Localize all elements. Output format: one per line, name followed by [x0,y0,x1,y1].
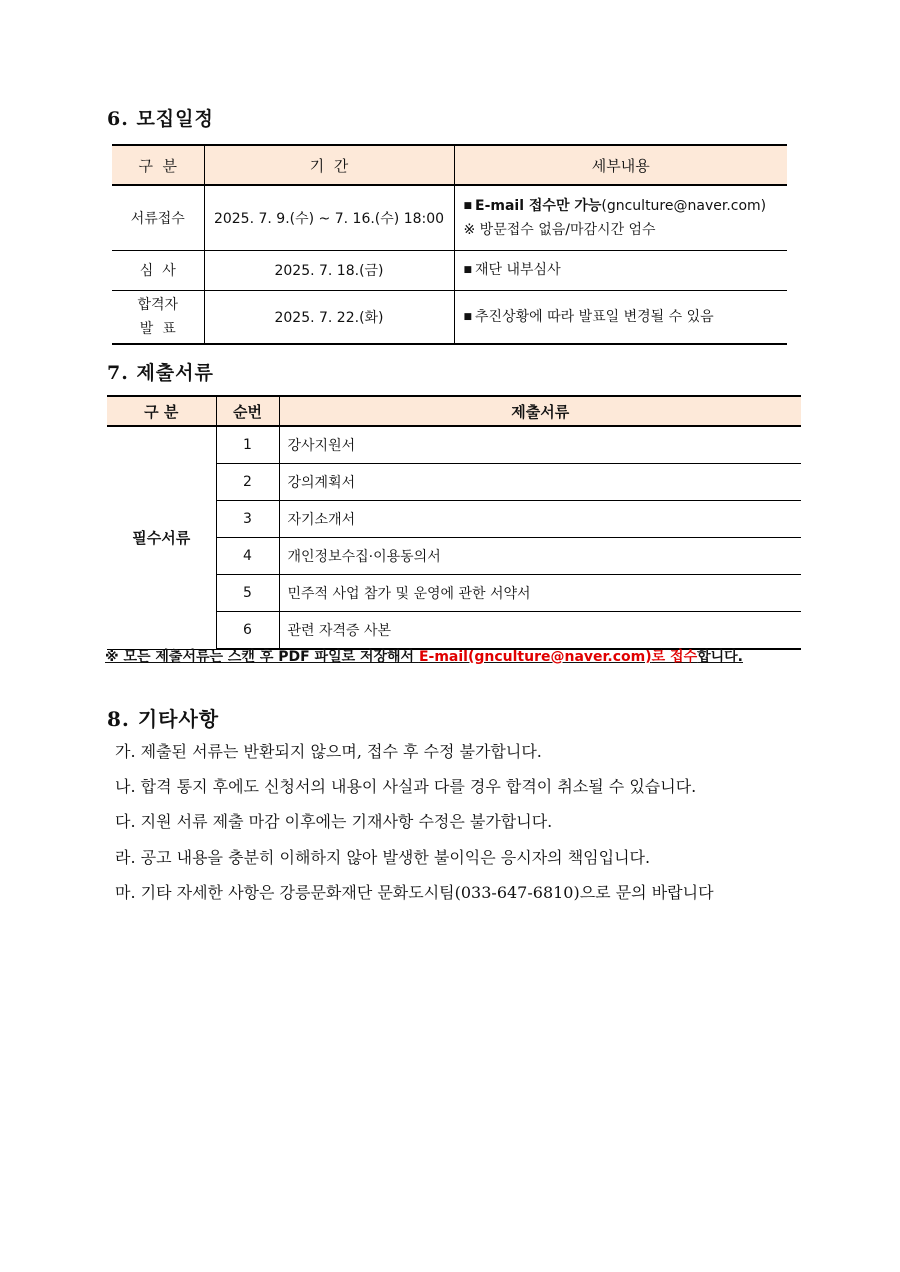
other-item: 가. 제출된 서류는 반환되지 않으며, 접수 후 수정 불가합니다. [115,742,542,761]
note-method: 로 접수 [651,649,698,665]
header-detail: 세부내용 [454,145,787,185]
category-line: 발 표 [139,320,176,337]
document-number: 3 [216,501,279,538]
schedule-table [112,144,787,345]
document-number: 2 [216,464,279,501]
note-ending: 합니다. [697,649,743,665]
schedule-row [112,290,787,344]
document-name: 강사지원서 [279,426,801,464]
schedule-category [112,290,204,344]
note-email: E-mail(gnculture@naver.com) [418,649,652,665]
schedule-period: 2025. 7. 22.(화) [204,290,454,344]
document-name: 민주적 사업 참가 및 운영에 관한 서약서 [279,575,801,612]
header-category: 구 분 [107,396,216,426]
schedule-row [112,250,787,290]
schedule-header-row [112,145,787,185]
documents-table [107,395,801,650]
header-period: 기 간 [204,145,454,185]
note-text: ※ 모든 제출서류는 스캔 후 PDF 파일로 저장해서 [105,649,419,665]
schedule-detail [454,250,787,290]
section6-title: 6. 모집일정 [107,108,214,130]
category-line: 합격자 [137,296,179,313]
document-name: 개인정보수집·이용동의서 [279,538,801,575]
other-item: 나. 합격 통지 후에도 신청서의 내용이 사실과 다를 경우 합격이 취소될 수 있습니다. [115,777,697,796]
document-row [107,426,801,464]
document-number: 4 [216,538,279,575]
document-name: 관련 자격증 사본 [279,612,801,650]
section7-title: 7. 제출서류 [107,362,214,384]
schedule-row [112,185,787,250]
header-document: 제출서류 [279,396,801,426]
other-item: 다. 지원 서류 제출 마감 이후에는 기재사항 수정은 불가합니다. [115,812,553,831]
schedule-category: 서류접수 [112,185,204,250]
document-name: 자기소개서 [279,501,801,538]
detail-emphasis: E-mail 접수만 가능 [475,197,602,214]
detail-text: 추진상황에 따라 발표일 변경될 수 있음 [475,308,714,325]
document-number: 6 [216,612,279,650]
other-item: 마. 기타 자세한 사항은 강릉문화재단 문화도시팀(033-647-6810)으로 문의 바랍니다 [115,883,714,902]
schedule-category: 심 사 [112,250,204,290]
bullet-square-icon: ■ [463,311,473,322]
detail-note: ※ 방문접수 없음/마감시간 엄수 [463,221,656,238]
schedule-detail [454,185,787,250]
bullet-square-icon: ■ [463,200,473,211]
schedule-period: 2025. 7. 9.(수) ~ 7. 16.(수) 18:00 [204,185,454,250]
section8-title: 8. 기타사항 [107,707,220,731]
submission-note [105,646,743,666]
header-category: 구 분 [112,145,204,185]
document-number: 5 [216,575,279,612]
header-number: 순번 [216,396,279,426]
schedule-period: 2025. 7. 18.(금) [204,250,454,290]
bullet-square-icon: ■ [463,265,473,275]
schedule-detail [454,290,787,344]
documents-header-row [107,396,801,426]
detail-text: 재단 내부심사 [475,262,561,278]
document-number: 1 [216,426,279,464]
document-name: 강의계획서 [279,464,801,501]
detail-email: (gnculture@naver.com) [601,197,767,214]
document-category: 필수서류 [107,426,216,649]
other-item: 라. 공고 내용을 충분히 이해하지 않아 발생한 불이익은 응시자의 책임입니다. [115,848,651,867]
